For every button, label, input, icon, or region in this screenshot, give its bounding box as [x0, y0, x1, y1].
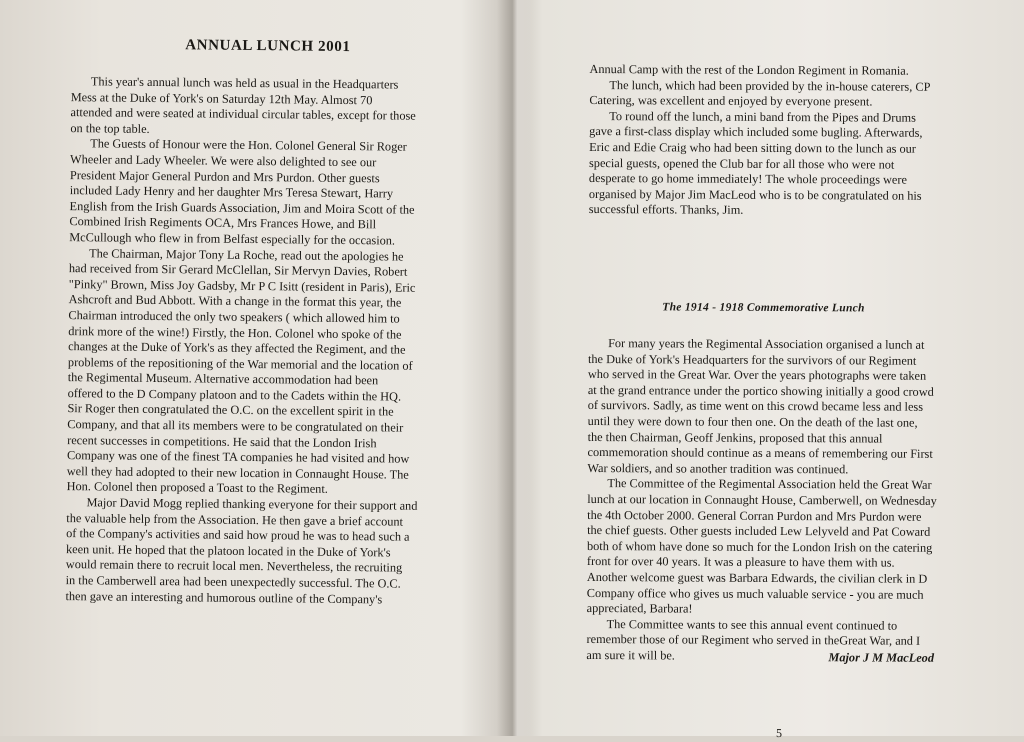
text-line: The Guests of Honour were the Hon. Colonel General Sir Roger: [90, 136, 407, 155]
text-line: Wheeler and Lady Wheeler. We were also delighted to see our: [70, 152, 377, 170]
article-title: ANNUAL LUNCH 2001: [185, 37, 351, 56]
text-line: successful efforts. Thanks, Jim.: [588, 202, 744, 218]
text-line: would remain there to recruit local men. Nevertheless, the recruiting: [65, 557, 403, 576]
text-line: special guests, opened the Club bar for all those who were not: [588, 155, 895, 172]
text-line: Company office who gives us much valuable service - you are much: [586, 585, 924, 602]
text-line: organised by Major Jim MacLeod who is to be congratulated on his: [588, 186, 922, 203]
text-line: Company, and that all its members were to be congratulated on their: [67, 417, 404, 435]
text-line: had received from Sir Gerard McClellan, Sir Mervyn Davies, Robert: [68, 261, 408, 279]
text-line: President Major General Purdon and Mrs Purdon. Other guests: [69, 167, 380, 185]
text-line: changes at the Duke of York's as they affected the Regiment, and the: [68, 339, 406, 357]
text-line: the valuable help from the Association. He then gave a brief account: [66, 510, 404, 529]
text-line: English from the Irish Guards Association, Jim and Moira Scott of the: [69, 198, 415, 217]
text-line: For many years the Regimental Association organised a lunch at: [608, 336, 925, 352]
text-line: both of whom have done so much for the London Irish on the catering: [586, 538, 933, 555]
text-line: The Committee wants to see this annual event continued to: [606, 616, 898, 633]
text-line: the Duke of York's Headquarters for the survivors of our Regiment: [587, 351, 917, 368]
text-line: am sure it will be.: [586, 647, 675, 663]
text-line: then gave an interesting and humorous outline of the Company's: [65, 588, 383, 606]
text-line: the Regimental Museum. Alternative accommodation had been: [67, 370, 379, 388]
text-line: Chairman introduced the only two speakers ( which allowed him to: [68, 308, 400, 326]
text-line: of the Company's activities and said how proud he was to head such a: [66, 526, 410, 544]
text-line: of survivors. Sadly, as time went on this crowd became less and less: [587, 398, 924, 415]
author-signature: Major J M MacLeod: [828, 650, 935, 665]
text-line: problems of the repositioning of the War memorial and the location of: [67, 354, 413, 373]
text-line: Major David Mogg replied thanking everyone for their support and: [86, 495, 418, 513]
text-line: the 4th October 2000. General Corran Purdon and Mrs Purdon were: [587, 507, 922, 524]
text-line: commemoration should continue as a means of remembering our First: [587, 445, 933, 461]
text-line: the chief guests. Other guests included Lew Lelyveld and Pat Coward: [587, 523, 931, 539]
left-page: [0, 0, 509, 739]
text-line: keen unit. He hoped that the platoon located in the Duke of York's: [65, 541, 391, 560]
text-line: The lunch, which had been provided by the in-house caterers, CP: [609, 77, 931, 94]
text-line: War soldiers, and so another tradition was continued.: [587, 460, 849, 477]
text-line: appreciated, Barbara!: [586, 601, 693, 616]
text-line: included Lady Henry and her daughter Mrs Teresa Stewart, Harry: [69, 183, 394, 201]
text-line: This year's annual lunch was held as usual in the Headquarters: [90, 74, 399, 92]
text-line: Combined Irish Regiments OCA, Mrs Frances Howe, and Bill: [69, 214, 377, 232]
text-line: Ashcroft and Bud Abbott. With a change in the format this year, the: [68, 292, 402, 310]
text-line: Sir Roger then congratulated the O.C. on the excellent spirit in the: [67, 401, 394, 419]
commemorative-lunch-title: The 1914 - 1918 Commemorative Lunch: [662, 301, 865, 315]
text-line: front for over 40 years. It was a pleasure to have them with us.: [586, 554, 895, 570]
annual-lunch-body: [65, 74, 481, 608]
text-line: at the grand entrance under the portico showing initially a good crowd: [587, 382, 934, 399]
text-line: Eric and Edie Craig who had been sitting down to the lunch as our: [589, 139, 916, 156]
text-line: in the Camberwell area had been unexpectedly successful. The O.C.: [65, 573, 401, 591]
text-line: attended and were seated at individual circular tables, except for those: [70, 105, 416, 123]
text-line: Mess at the Duke of York's on Saturday 12th May. Almost 70: [70, 89, 373, 107]
text-line: well they had adopted to their new location in Connaught House. The: [66, 463, 409, 482]
text-line: McCullough who flew in from Belfast especially for the occasion.: [69, 230, 396, 248]
text-line: lunch at our location in Connaught House, Camberwell, on Wednesday: [587, 491, 937, 508]
text-line: offered to the D Company platoon and to the Cadets within the HQ.: [67, 385, 402, 404]
text-line: Another welcome guest was Barbara Edwards, the civilian clerk in D: [586, 569, 928, 586]
text-line: recent successes in competitions. He said that the London Irish: [67, 432, 377, 450]
annual-lunch-continued: [589, 62, 985, 220]
text-line: Annual Camp with the rest of the London Regiment in Romania.: [589, 61, 909, 78]
text-line: remember those of our Regiment who served in theGreat War, and I: [586, 632, 921, 649]
text-line: Hon. Colonel then proposed a Toast to the Regiment.: [66, 479, 328, 497]
text-line: the then Chairman, Geoff Jenkins, proposed that this annual: [587, 429, 883, 446]
text-line: To round off the lunch, a mini band from the Pipes and Drums: [609, 108, 916, 125]
page-number: 5: [776, 725, 783, 741]
text-line: The Committee of the Regimental Association held the Great War: [607, 476, 932, 493]
text-line: The Chairman, Major Tony La Roche, read out the apologies he: [89, 245, 404, 264]
text-line: gave a first-class display which included some bugling. Afterwards,: [589, 124, 923, 141]
text-line: desperate to go home immediately! The whole proceedings were: [588, 171, 907, 187]
right-page: [528, 0, 1024, 741]
text-line: Catering, was excellent and enjoyed by everyone present.: [589, 93, 873, 109]
text-line: "Pinky" Brown, Miss Joy Gadsby, Mr P C Isitt (resident in Paris), Eric: [68, 276, 416, 295]
text-line: drink more of the wine!) Firstly, the Hon. Colonel who spoke of the: [68, 323, 402, 342]
text-line: on the top table.: [70, 120, 150, 136]
text-line: until they were down to four then one. On the death of the last one,: [587, 413, 918, 430]
commemorative-lunch-body: [586, 336, 988, 666]
text-line: who served in the Great War. Over the years photographs were taken: [587, 367, 927, 383]
text-line: Company was one of the finest TA companies he had visited and how: [66, 448, 410, 466]
